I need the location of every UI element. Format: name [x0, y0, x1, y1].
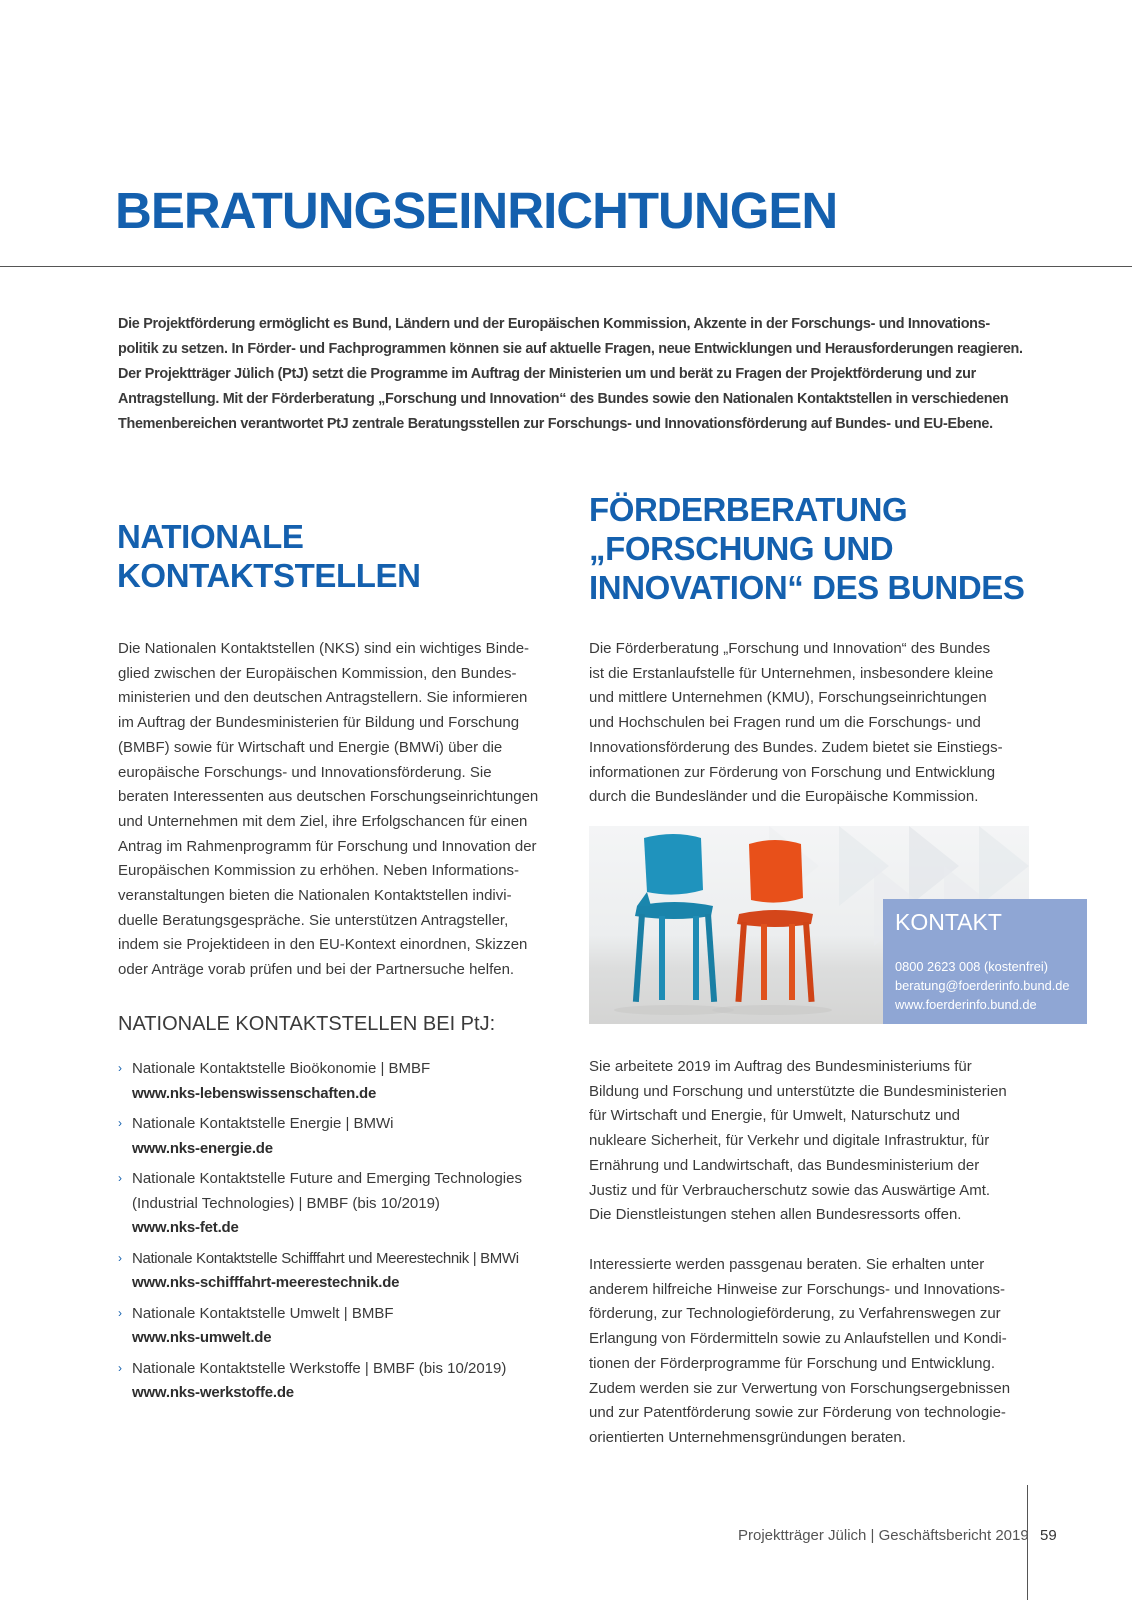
- body-line: ministerien und den deutschen Antragstellern. Sie informieren: [118, 689, 528, 707]
- body-line: und zur Patentförderung sowie zur Förderung von technologie-: [589, 1404, 1006, 1422]
- body-line: Innovationsförderung des Bundes. Zudem bietet sie Einstiegs-: [589, 738, 1003, 756]
- body-line: tionen der Förderprogramme für Forschung und Entwicklung.: [589, 1354, 996, 1372]
- list-item: [118, 1057, 558, 1106]
- intro-line: Antragstellung. Mit der Förderberatung „Forschung und Innovation“ des Bundes sowie den Nationalen Kontaktstellen in verschiedenen: [118, 391, 1009, 407]
- intro-paragraph: [118, 312, 1038, 437]
- list-item-label: Nationale Kontaktstelle Future and Emerging Technologies: [132, 1170, 522, 1187]
- list-item: [118, 1112, 558, 1161]
- body-line: europäische Forschungs- und Innovationsförderung. Sie: [118, 763, 492, 781]
- intro-line: Der Projektträger Jülich (PtJ) setzt die Programme im Auftrag der Ministerien um und berät zu Fragen der Projektförderung und zur: [118, 366, 976, 382]
- body-line: Die Nationalen Kontaktstellen (NKS) sind ein wichtiges Binde-: [118, 640, 530, 657]
- body-line: Ernährung und Landwirtschaft, das Bundesministerium der: [589, 1156, 980, 1174]
- list-item: [118, 1357, 558, 1406]
- nks-subheading: NATIONALE KONTAKTSTELLEN BEI PtJ:: [118, 1013, 496, 1035]
- list-item: [118, 1167, 558, 1241]
- foerderberatung-body-3: [589, 1253, 1034, 1451]
- kontakt-phone[interactable]: 0800 2623 008 (kostenfrei): [895, 959, 1048, 974]
- body-line: nukleare Sicherheit, für Verkehr und digitale Infrastruktur, für: [589, 1132, 990, 1150]
- nks-body: [118, 637, 563, 983]
- list-item: [118, 1302, 558, 1351]
- body-line: informationen zur Förderung von Forschung und Entwicklung: [589, 763, 996, 781]
- heading-line: „FORSCHUNG UND: [589, 530, 894, 567]
- body-line: oder Anträge vorab prüfen und bei der Partnersuche helfen.: [118, 961, 515, 979]
- heading-line: NATIONALE: [117, 518, 304, 555]
- body-line: indem sie Projektideen in den EU-Kontext einordnen, Skizzen: [118, 936, 528, 954]
- body-line: Interessierte werden passgenau beraten. Sie erhalten unter: [589, 1256, 985, 1273]
- list-item: [118, 1247, 558, 1296]
- body-line: anderem hilfreiche Hinweise zur Forschungs- und Innovations-: [589, 1280, 1006, 1298]
- body-line: Bildung und Forschung und unterstützte die Bundesministerien: [589, 1082, 1007, 1100]
- list-item-link[interactable]: www.nks-umwelt.de: [132, 1329, 272, 1346]
- page-title: BERATUNGSEINRICHTUNGEN: [115, 182, 838, 239]
- list-item-label: Nationale Kontaktstelle Werkstoffe | BMBF (bis 10/2019): [132, 1359, 507, 1377]
- body-line: und mittlere Unternehmen (KMU), Forschungseinrichtungen: [589, 689, 987, 707]
- kontakt-box: [883, 899, 1087, 1024]
- footer-text: Projektträger Jülich | Geschäftsbericht 2019: [738, 1527, 1029, 1544]
- body-line: glied zwischen der Europäischen Kommission, den Bundes-: [118, 664, 517, 682]
- list-item-label: Nationale Kontaktstelle Energie | BMWi: [132, 1115, 394, 1132]
- body-line: und Hochschulen bei Fragen rund um die Forschungs- und: [589, 714, 981, 732]
- chevron-right-icon: ›: [118, 1360, 122, 1375]
- list-item-label: Nationale Kontaktstelle Bioökonomie | BMBF: [132, 1060, 431, 1077]
- chevron-right-icon: ›: [118, 1171, 122, 1185]
- body-line: ist die Erstanlaufstelle für Unternehmen, insbesondere kleine: [589, 664, 994, 682]
- list-item-link[interactable]: www.nks-lebenswissenschaften.de: [132, 1084, 377, 1102]
- body-line: duelle Beratungsgespräche. Sie unterstützen Antragsteller,: [118, 911, 509, 929]
- body-line: Die Dienstleistungen stehen allen Bundesressorts offen.: [589, 1206, 962, 1224]
- list-item-link[interactable]: www.nks-werkstoffe.de: [132, 1384, 294, 1401]
- kontakt-title: KONTAKT: [895, 909, 1002, 935]
- foerderberatung-body: [589, 637, 1034, 810]
- title-divider: [0, 266, 1132, 267]
- body-line: im Auftrag der Bundesministerien für Bildung und Forschung: [118, 714, 520, 732]
- list-item-link[interactable]: www.nks-fet.de: [132, 1219, 239, 1236]
- intro-line: Themenbereichen verantwortet PtJ zentrale Beratungsstellen zur Forschungs- und Innovationsförderung auf Bundes- und EU-Ebene.: [118, 416, 993, 432]
- list-item-label: Nationale Kontaktstelle Schifffahrt und Meerestechnik | BMWi: [132, 1249, 519, 1267]
- nks-list: [118, 1057, 558, 1412]
- list-item-label: (Industrial Technologies) | BMBF (bis 10/2019): [132, 1194, 440, 1212]
- kontakt-website[interactable]: www.foerderinfo.bund.de: [895, 997, 1037, 1012]
- nks-heading: [117, 517, 421, 595]
- body-line: (BMBF) sowie für Wirtschaft und Energie (BMWi) über die: [118, 738, 503, 756]
- body-line: Europäischen Kommission zu erhöhen. Neben Informations-: [118, 862, 520, 880]
- body-line: förderung, zur Technologieförderung, zu Verfahrenswegen zur: [589, 1305, 1001, 1323]
- body-line: orientierten Unternehmensgründungen beraten.: [589, 1428, 906, 1446]
- kontakt-email[interactable]: beratung@foerderinfo.bund.de: [895, 978, 1070, 993]
- body-line: Zudem werden sie zur Verwertung von Forschungsergebnissen: [589, 1379, 1011, 1397]
- kontakt-details: [895, 957, 1070, 1014]
- body-line: Erlangung von Fördermitteln sowie zu Anlaufstellen und Kondi-: [589, 1330, 1007, 1348]
- body-line: durch die Bundesländer und die Europäische Kommission.: [589, 788, 979, 806]
- body-line: und Unternehmen mit dem Ziel, ihre Erfolgschancen für einen: [118, 812, 528, 830]
- chevron-right-icon: ›: [118, 1061, 122, 1075]
- body-line: veranstaltungen bieten die Nationalen Kontaktstellen indivi-: [118, 887, 512, 905]
- body-line: Die Förderberatung „Forschung und Innovation“ des Bundes: [589, 640, 991, 657]
- page-number: 59: [1040, 1527, 1057, 1544]
- foerderberatung-heading: [589, 490, 1025, 607]
- body-line: Sie arbeitete 2019 im Auftrag des Bundesministeriums für: [589, 1058, 972, 1075]
- intro-line: politik zu setzen. In Förder- und Fachprogrammen können sie auf aktuelle Fragen, neue Entwicklungen und Herausforderungen reagieren.: [118, 341, 1023, 357]
- list-item-link[interactable]: www.nks-schifffahrt-meerestechnik.de: [132, 1274, 400, 1291]
- heading-line: FÖRDERBERATUNG: [589, 491, 908, 528]
- body-line: für Wirtschaft und Energie, für Umwelt, Naturschutz und: [589, 1107, 960, 1125]
- chevron-right-icon: ›: [118, 1116, 122, 1130]
- intro-line: Die Projektförderung ermöglicht es Bund, Ländern und der Europäischen Kommission, Akzente in der Forschungs- und Innovations-: [118, 316, 990, 332]
- body-line: Justiz und für Verbraucherschutz sowie das Auswärtige Amt.: [589, 1181, 991, 1199]
- heading-line: INNOVATION“ DES BUNDES: [589, 569, 1025, 606]
- heading-line: KONTAKTSTELLEN: [117, 557, 421, 594]
- body-line: Antrag im Rahmenprogramm für Forschung und Innovation der: [118, 837, 537, 855]
- chevron-right-icon: ›: [118, 1250, 122, 1265]
- list-item-label: Nationale Kontaktstelle Umwelt | BMBF: [132, 1304, 394, 1322]
- foerderberatung-body-2: [589, 1055, 1034, 1228]
- list-item-link[interactable]: www.nks-energie.de: [132, 1139, 273, 1157]
- chevron-right-icon: ›: [118, 1305, 122, 1320]
- blue-chair: [633, 834, 717, 1002]
- body-line: beraten Interessenten aus deutschen Forschungseinrichtungen: [118, 788, 539, 806]
